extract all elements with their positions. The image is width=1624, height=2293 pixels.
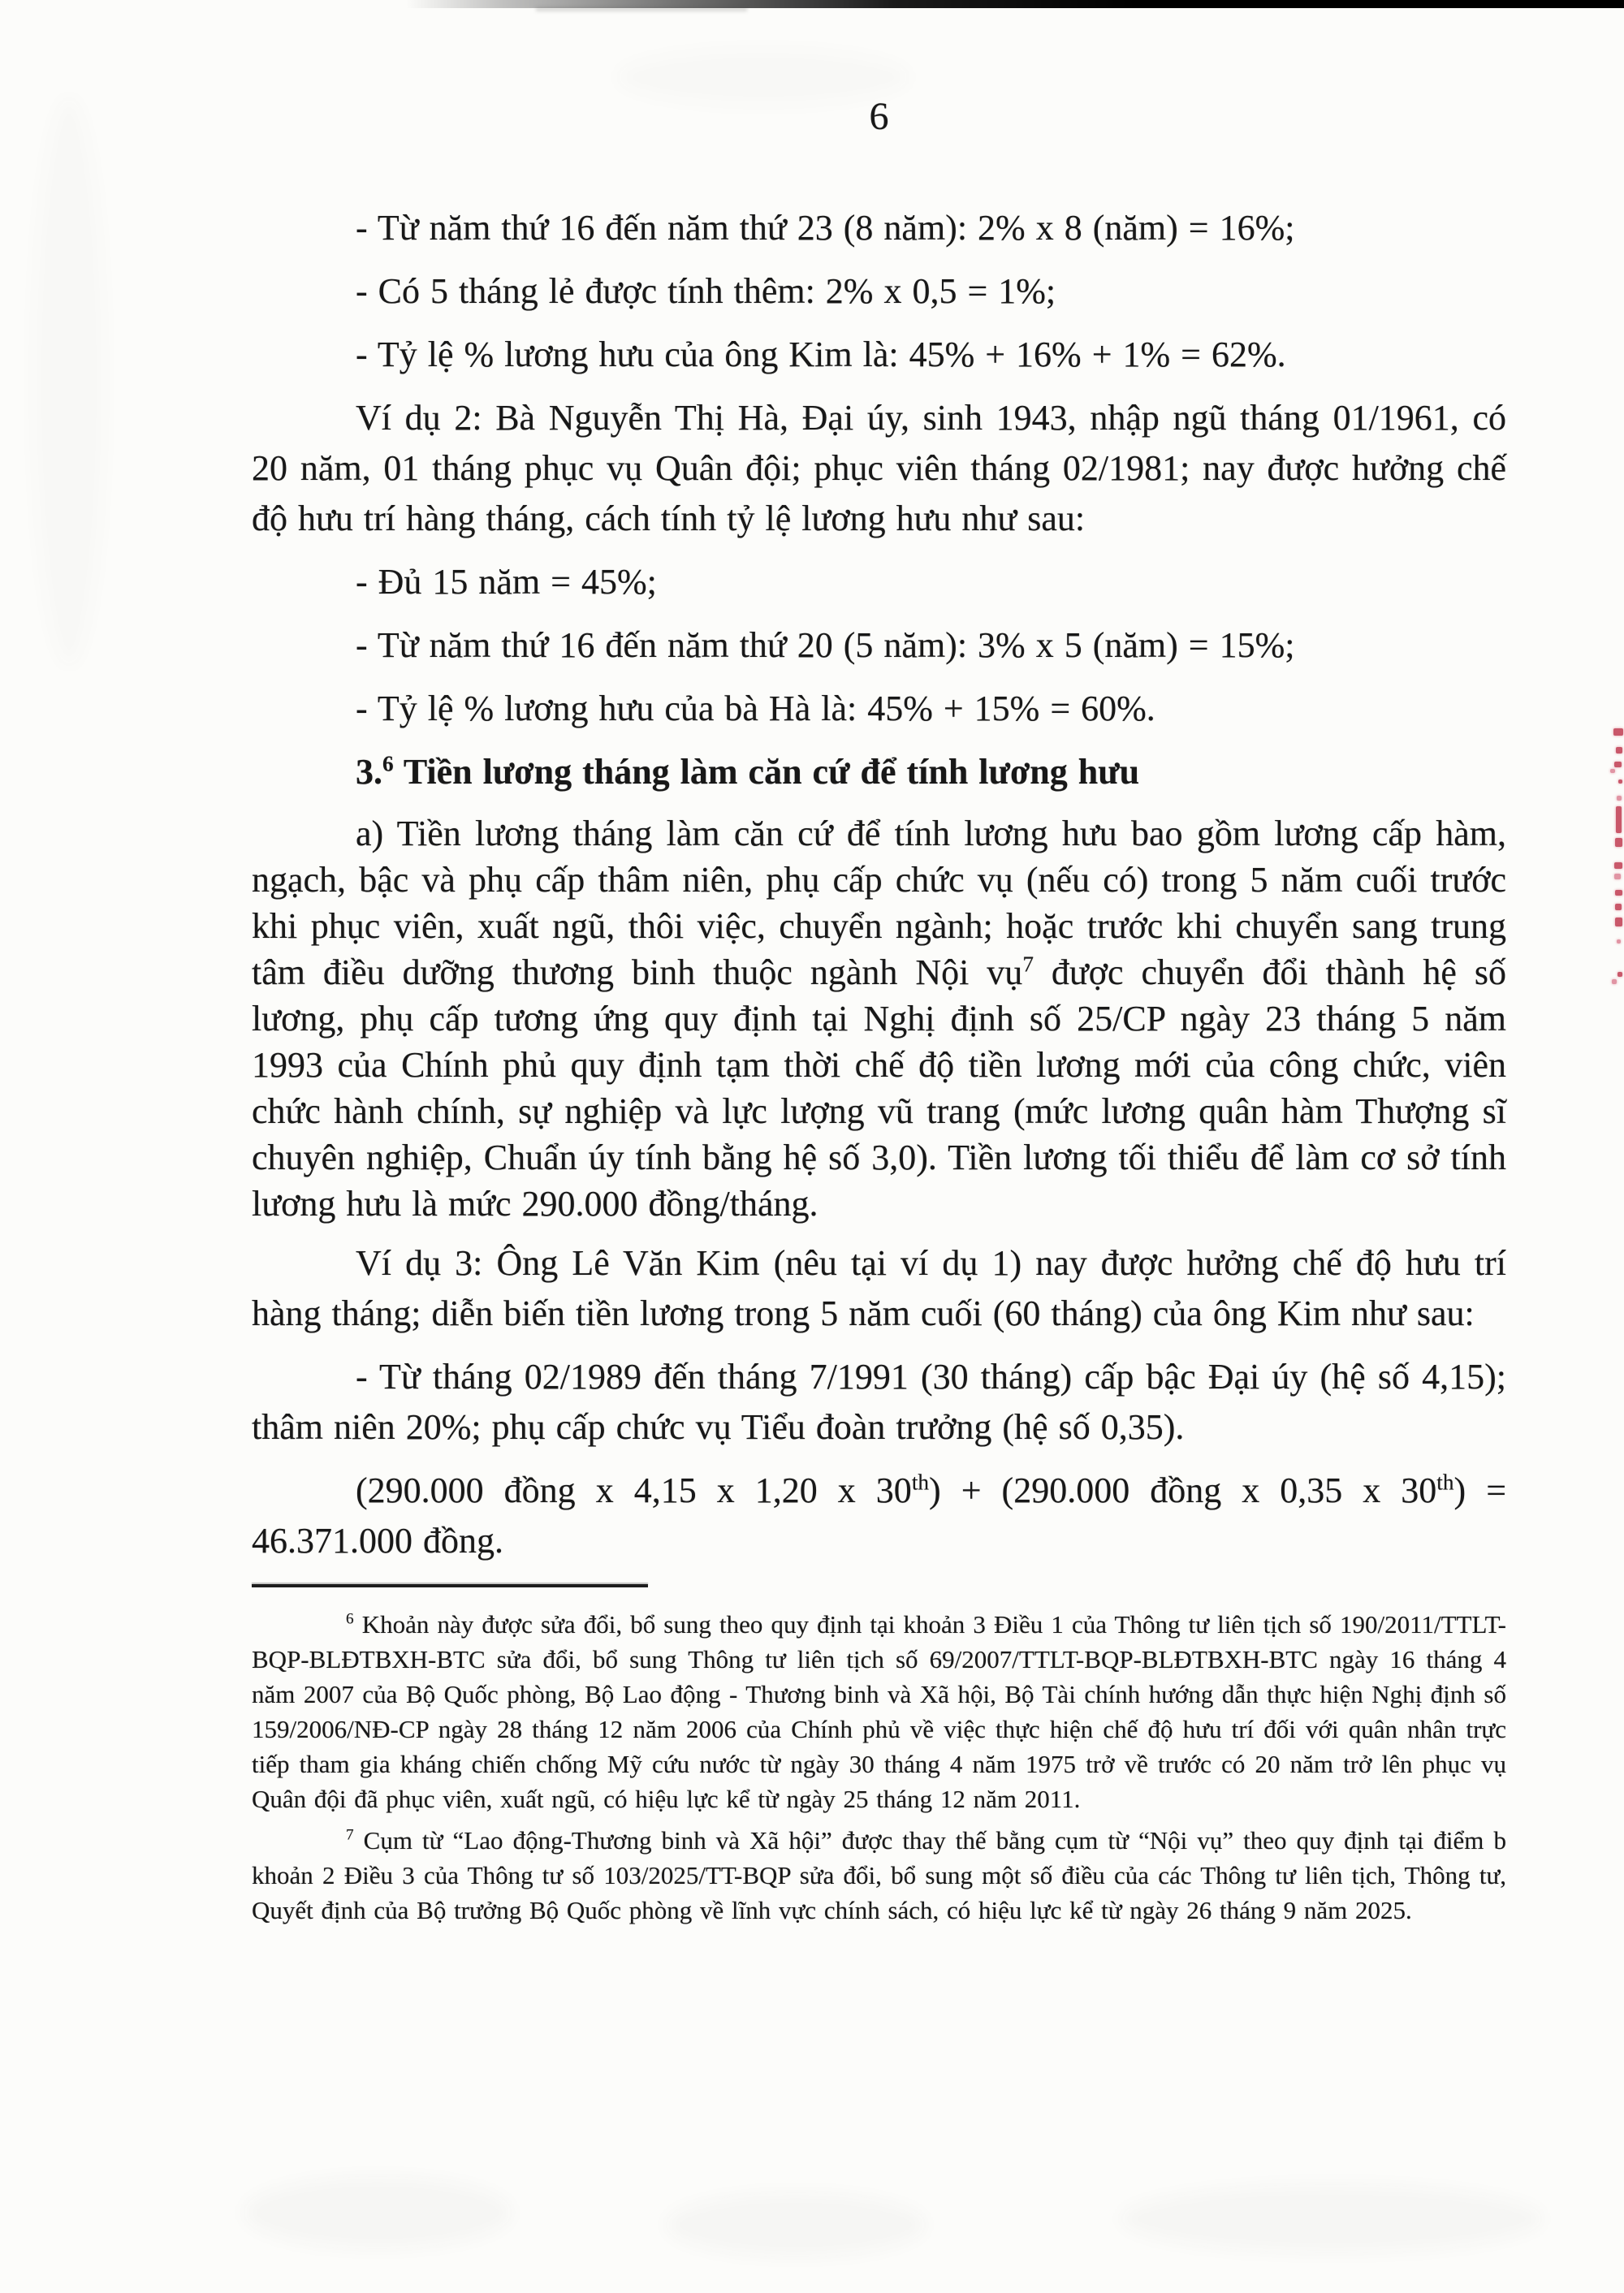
- red-mark: [1612, 979, 1617, 984]
- red-mark: [1613, 728, 1623, 736]
- footnotes-section: [252, 1607, 1506, 1928]
- clause-a-paragraph: a) Tiền lương tháng làm căn cứ để tính lương hưu bao gồm lương cấp hàm, ngạch, bậc và phụ cấp thâm niên, phụ cấp chức vụ (nếu có) trong 5 năm cuối trước khi phục viên, xuất ngũ, thôi việc, chuyển ngành; hoặc trước khi chuyển sang trung tâm điều dưỡng thương binh thuộc ngành Nội vụ$^7$ được chuyển đổi thành hệ số lương, phụ cấp tương ứng quy định tại Nghị định số 25/CP ngày 23 tháng 5 năm 1993 của Chính phủ quy định tạm thời chế độ tiền lương mới của công chức, viên chức hành chính, sự nghiệp và lực lượng vũ trang (mức lương quân hàm Thượng sĩ chuyên nghiệp, Chuẩn úy tính bằng hệ số 3,0). Tiền lương tối thiểu để làm cơ sở tính lương hưu là mức 290.000 đồng/tháng.: [252, 814, 1506, 1224]
- page-number: 6: [869, 95, 889, 138]
- footnote-6: $^6$ Khoản này được sửa đổi, bổ sung theo quy định tại khoản 3 Điều 1 của Thông tư liên tịch số 190/2011/TTLT-BQP-BLĐTBXH-BTC sửa đổi, bổ sung Thông tư liên tịch số 69/2007/TTLT-BQP-BLĐTBXH-BTC ngày 16 tháng 4 năm 2007 của Bộ Quốc phòng, Bộ Lao động - Thương binh và Xã hội, Bộ Tài chính hướng dẫn thực hiện Nghị định số 159/2006/NĐ-CP ngày 28 tháng 12 năm 2006 của Chính phủ về việc thực hiện chế độ hưu trí đối với quân nhân trực tiếp tham gia kháng chiến chống Mỹ cứu nước từ ngày 30 tháng 4 năm 1975 trở về trước có 20 năm trở lên phục vụ Quân đội đã phục viên, xuất ngũ, có hiệu lực kể từ ngày 25 tháng 12 năm 2011.: [252, 1610, 1506, 1813]
- footnote-separator: [252, 1584, 648, 1587]
- document-body: [252, 203, 1506, 1934]
- bullet-line: - Tỷ lệ % lương hưu của bà Hà là: 45% + 15% = 60%.: [356, 689, 1155, 728]
- formula-line: (290.000 đồng x 4,15 x 1,20 x 30th) + (290.000 đồng x 0,35 x 30th) = 46.371.000 đồng.: [252, 1470, 1507, 1561]
- red-mark: [1615, 890, 1622, 896]
- section-heading: 3.$^6$ Tiền lương tháng làm căn cứ để tính lương hưu: [356, 751, 1140, 792]
- bleedthrough-ghosting: [244, 2176, 512, 2249]
- red-mark: [1616, 806, 1622, 833]
- bullet-line: - Từ tháng 02/1989 đến tháng 7/1991 (30 tháng) cấp bậc Đại úy (hệ số 4,15); thâm niên 20%; phụ cấp chức vụ Tiểu đoàn trưởng (hệ số 0,35).: [252, 1357, 1506, 1447]
- bleedthrough-ghosting: [666, 2192, 926, 2257]
- scanner-edge-smudge: [536, 7, 747, 11]
- red-mark: [1617, 939, 1621, 944]
- red-mark: [1615, 904, 1622, 910]
- bullet-line: - Đủ 15 năm = 45%;: [356, 562, 657, 602]
- red-mark: [1617, 796, 1622, 801]
- red-mark: [1614, 862, 1622, 869]
- bullet-line: - Từ năm thứ 16 đến năm thứ 20 (5 năm): 3% x 5 (năm) = 15%;: [356, 625, 1295, 665]
- footnote-7: $^7$ Cụm từ “Lao động-Thương binh và Xã hội” được thay thế bằng cụm từ “Nội vụ” theo quy định tại điểm b khoản 2 Điều 3 của Thông tư số 103/2025/TT-BQP sửa đổi, bổ sung một số điều của các Thông tư liên tịch, Thông tư, Quyết định của Bộ trưởng Bộ Quốc phòng về lĩnh vực chính sách, có hiệu lực kể từ ngày 26 tháng 9 năm 2025.: [252, 1826, 1506, 1924]
- example-2-paragraph: Ví dụ 2: Bà Nguyễn Thị Hà, Đại úy, sinh 1943, nhập ngũ tháng 01/1961, có 20 năm, 01 tháng phục vụ Quân đội; phục viên tháng 02/1981; nay được hưởng chế độ hưu trí hàng tháng, cách tính tỷ lệ lương hưu như sau:: [252, 398, 1506, 538]
- red-mark: [1618, 779, 1622, 784]
- example-3-paragraph: Ví dụ 3: Ông Lê Văn Kim (nêu tại ví dụ 1) nay được hưởng chế độ hưu trí hàng tháng; diễn biến tiền lương trong 5 năm cuối (60 tháng) của ông Kim như sau:: [252, 1243, 1506, 1333]
- bullet-line: - Tỷ lệ % lương hưu của ông Kim là: 45% + 16% + 1% = 62%.: [356, 335, 1286, 374]
- red-mark: [1610, 769, 1615, 773]
- red-mark: [1618, 972, 1622, 977]
- red-mark: [1615, 838, 1622, 847]
- bullet-line: - Có 5 tháng lẻ được tính thêm: 2% x 0,5 = 1%;: [356, 271, 1056, 311]
- red-mark: [1615, 918, 1622, 926]
- red-margin-marks: [1609, 715, 1624, 995]
- red-mark: [1616, 747, 1622, 754]
- red-mark: [1614, 762, 1622, 767]
- bleedthrough-ghosting: [1121, 2184, 1543, 2253]
- red-mark: [1614, 874, 1621, 879]
- bullet-line: - Từ năm thứ 16 đến năm thứ 23 (8 năm): 2% x 8 (năm) = 16%;: [356, 208, 1295, 248]
- bleedthrough-ghosting: [32, 97, 106, 666]
